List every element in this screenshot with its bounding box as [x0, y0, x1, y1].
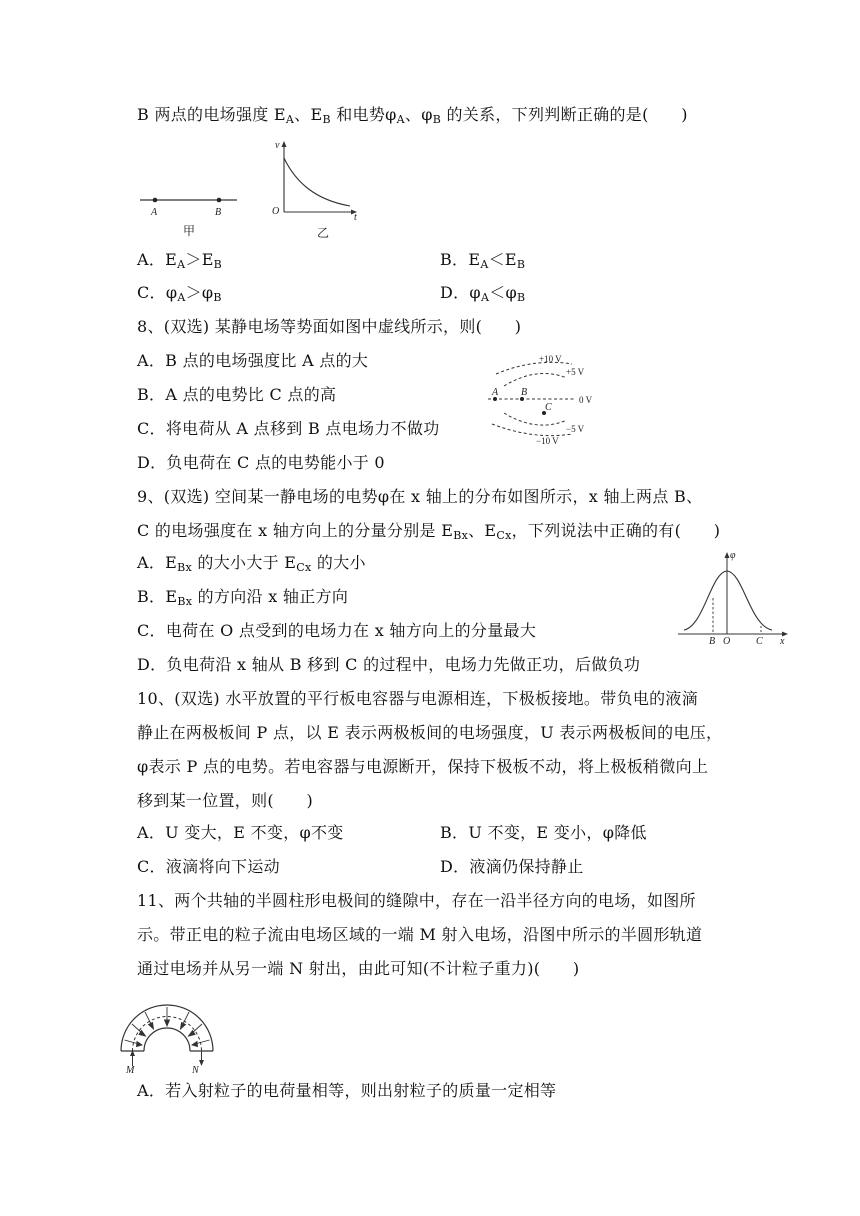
svg-text:N: N: [192, 1065, 199, 1074]
q9-option-b: B．$E_{Bx}$ 的方向沿 x 轴正方向: [137, 587, 349, 608]
q11-stem-line1: 11、两个共轴的半圆柱形电极间的缝隙中，存在一沿半径方向的电场，如图所: [137, 891, 696, 910]
svg-text:O: O: [272, 206, 280, 217]
q7-option-d: D．$\varphi_A<\varphi_B$: [440, 283, 526, 304]
q7-figure-jia: [135, 190, 245, 240]
svg-text:v: v: [275, 140, 280, 151]
q11-stem-line3: 通过电场并从另一端 N 射出，由此可知(不计粒子重力)( ): [137, 959, 580, 978]
q8-option-c: C．将电荷从 A 点移到 B 点电场力不做功: [137, 419, 440, 438]
q9-phi-curve: [684, 571, 772, 630]
q7-figure-yi: [266, 138, 366, 240]
svg-text:−10 V: −10 V: [536, 436, 559, 446]
q8-option-d: D．负电荷在 C 点的电势能小于 0: [137, 453, 385, 472]
q9-stem-line1: 9、(双选) 空间某一静电场的电势φ在 x 轴上的分布如图所示，x 轴上两点 B、: [137, 487, 703, 506]
svg-text:+5 V: +5 V: [566, 367, 585, 377]
svg-text:乙: 乙: [317, 226, 330, 240]
q10-stem-line4: 移到某一位置，则( ): [137, 791, 314, 810]
svg-text:甲: 甲: [183, 224, 196, 238]
q9-option-a: A．$E_{Bx}$ 的大小大于 $E_{Cx}$ 的大小: [137, 553, 366, 574]
svg-text:t: t: [354, 212, 357, 223]
svg-text:A: A: [492, 387, 499, 398]
q10-stem-line3: φ表示 P 点的电势。若电容器与电源断开，保持下极板不动，将上极板稍微向上: [137, 757, 709, 776]
svg-text:−5 V: −5 V: [566, 424, 585, 434]
q10-option-b: B．U 不变，E 变小，φ降低: [440, 823, 647, 842]
q7-point-b: [217, 198, 222, 203]
q10-option-d: D．液滴仍保持静止: [440, 857, 584, 876]
q10-stem-line1: 10、(双选) 水平放置的平行板电容器与电源相连，下极板接地。带负电的液滴: [137, 689, 699, 708]
svg-text:B: B: [709, 636, 716, 647]
q11-semicircle-figure: [112, 996, 222, 1074]
svg-text:0 V: 0 V: [579, 395, 593, 405]
q7-stem: B 两点的电场强度 $E_A$、$E_B$ 和电势$\varphi_A$、$\varphi_B$ 的关系，下列判断正确的是( ): [137, 105, 688, 126]
q7-option-b: B．$E_A<E_B$: [440, 250, 526, 271]
q11-option-a: A．若入射粒子的电荷量相等，则出射粒子的质量一定相等: [137, 1081, 557, 1100]
q9-option-c: C．电荷在 O 点受到的电场力在 x 轴方向上的分量最大: [137, 621, 537, 640]
q8-stem: 8、(双选) 某静电场等势面如图中虚线所示，则( ): [137, 317, 522, 336]
q7-option-c: C．$\varphi_A>\varphi_B$: [137, 283, 222, 304]
svg-text:M: M: [126, 1065, 135, 1074]
q10-option-a: A．U 变大，E 不变，φ不变: [137, 823, 344, 842]
svg-text:C: C: [756, 636, 763, 647]
svg-text:φ: φ: [730, 550, 736, 561]
q8-option-a: A．B 点的电场强度比 A 点的大: [137, 351, 369, 370]
q10-option-c: C．液滴将向下运动: [137, 857, 280, 876]
q8-equipotential-figure: [482, 348, 604, 448]
svg-text:C: C: [545, 402, 552, 413]
q7-v-t-curve: [284, 158, 350, 206]
q10-stem-line2: 静止在两极板间 P 点，以 E 表示两极板间的电场强度，U 表示两极板间的电压，: [137, 723, 723, 742]
svg-text:x: x: [780, 636, 785, 647]
svg-text:O: O: [723, 636, 731, 647]
q11-stem-line2: 示。带正电的粒子流由电场区域的一端 M 射入电场，沿图中所示的半圆形轨道: [137, 925, 703, 944]
q7-option-a: A．$E_A>E_B$: [137, 250, 223, 271]
svg-text:B: B: [521, 387, 528, 398]
q9-option-d: D．负电荷沿 x 轴从 B 移到 C 的过程中，电场力先做正功，后做负功: [137, 655, 641, 674]
q9-potential-figure: [676, 546, 794, 648]
q8-option-b: B．A 点的电势比 C 点的高: [137, 385, 337, 404]
q7-point-a: [153, 198, 158, 203]
q9-stem-line2: C 的电场强度在 x 轴方向上的分量分别是 $E_{Bx}$、$E_{Cx}$，下列说法中正确的有( ): [137, 521, 721, 542]
svg-text:A: A: [151, 207, 158, 218]
svg-text:B: B: [215, 207, 222, 218]
svg-text:+10 V: +10 V: [539, 354, 562, 364]
